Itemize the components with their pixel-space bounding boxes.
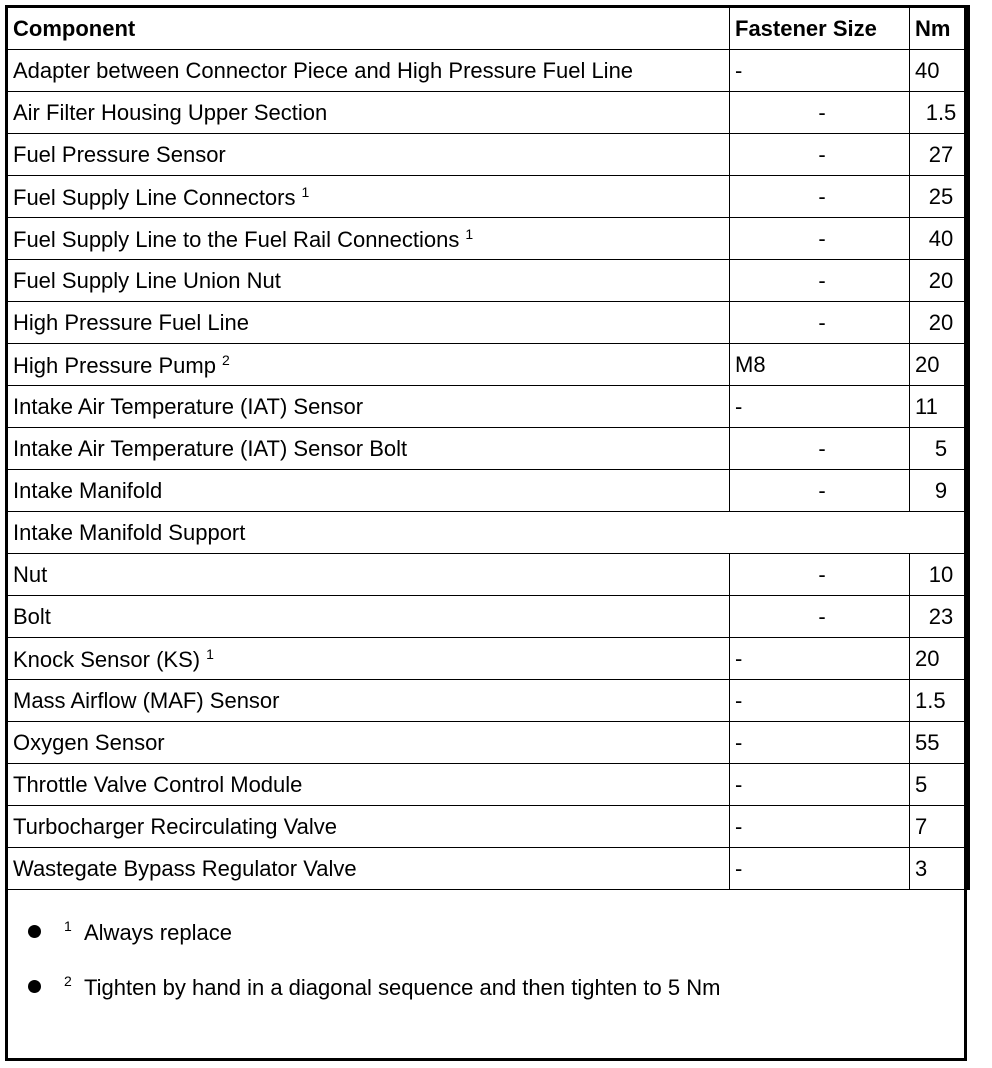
table-row bbox=[7, 596, 969, 638]
torque-nm-cell: 5 bbox=[910, 764, 969, 806]
component-cell bbox=[7, 722, 730, 764]
table-row bbox=[7, 428, 969, 470]
component-name: Nut bbox=[13, 561, 48, 587]
component-cell bbox=[7, 554, 730, 596]
component-name: Turbocharger Recirculating Valve bbox=[13, 813, 338, 839]
table-row bbox=[7, 512, 969, 554]
fastener-size-cell: - bbox=[730, 638, 910, 680]
torque-nm-cell: 55 bbox=[910, 722, 969, 764]
component-cell bbox=[7, 848, 730, 890]
table-row bbox=[7, 470, 969, 512]
footnote-text: Tighten by hand in a diagonal sequence and then tighten to 5 Nm bbox=[84, 975, 721, 1000]
fastener-size-cell: - bbox=[730, 554, 910, 596]
footnote-reference: 1 bbox=[465, 225, 474, 242]
footnote-reference: 2 bbox=[221, 351, 230, 368]
table-row bbox=[7, 806, 969, 848]
footnote-marker: 1 bbox=[64, 918, 72, 934]
footnote-reference: 1 bbox=[206, 645, 214, 662]
component-cell bbox=[7, 806, 730, 848]
component-cell bbox=[7, 428, 730, 470]
fastener-size-cell: - bbox=[730, 428, 910, 470]
component-name: High Pressure Fuel Line bbox=[13, 309, 250, 335]
component-cell bbox=[7, 260, 730, 302]
table-row bbox=[7, 848, 969, 890]
fastener-size-cell: - bbox=[730, 470, 910, 512]
table-row bbox=[7, 134, 969, 176]
table-row bbox=[7, 638, 969, 680]
component-name: Oxygen Sensor bbox=[13, 729, 165, 755]
component-name: Fuel Supply Line Connectors bbox=[13, 184, 296, 210]
fastener-size-cell: - bbox=[730, 92, 910, 134]
component-name: Intake Air Temperature (IAT) Sensor Bolt bbox=[13, 435, 408, 461]
component-cell bbox=[7, 344, 730, 386]
fastener-size-cell: - bbox=[730, 596, 910, 638]
footnote-item bbox=[28, 969, 948, 1024]
bullet-icon bbox=[28, 980, 41, 993]
table-row bbox=[7, 722, 969, 764]
component-cell bbox=[7, 470, 730, 512]
component-cell bbox=[7, 302, 730, 344]
component-name: Adapter between Connector Piece and High Pressure Fuel Line bbox=[13, 57, 634, 83]
component-name: Fuel Supply Line Union Nut bbox=[13, 267, 281, 293]
table-row bbox=[7, 386, 969, 428]
table-row bbox=[7, 680, 969, 722]
component-cell bbox=[7, 134, 730, 176]
bullet-icon bbox=[28, 925, 41, 938]
component-cell bbox=[7, 764, 730, 806]
component-name: Intake Manifold Support bbox=[13, 519, 246, 545]
fastener-size-cell: - bbox=[730, 386, 910, 428]
column-header-nm: Nm bbox=[910, 7, 969, 50]
column-header-component: Component bbox=[7, 7, 730, 50]
component-cell bbox=[7, 386, 730, 428]
component-name: Throttle Valve Control Module bbox=[13, 771, 303, 797]
torque-nm-cell: 27 bbox=[910, 134, 969, 176]
fastener-size-cell: - bbox=[730, 176, 910, 218]
component-cell bbox=[7, 638, 730, 680]
component-name: Intake Air Temperature (IAT) Sensor bbox=[13, 393, 364, 419]
torque-nm-cell: 20 bbox=[910, 260, 969, 302]
table-row bbox=[7, 764, 969, 806]
table-header-row bbox=[7, 7, 969, 50]
fastener-size-cell: - bbox=[730, 218, 910, 260]
component-name: Air Filter Housing Upper Section bbox=[13, 99, 328, 125]
fastener-size-cell: - bbox=[730, 302, 910, 344]
torque-nm-cell: 9 bbox=[910, 470, 969, 512]
torque-nm-cell: 10 bbox=[910, 554, 969, 596]
table-row bbox=[7, 260, 969, 302]
table-row bbox=[7, 176, 969, 218]
fastener-size-cell: - bbox=[730, 806, 910, 848]
footnote-marker: 2 bbox=[64, 973, 72, 989]
component-cell bbox=[7, 50, 730, 92]
fastener-size-cell: - bbox=[730, 260, 910, 302]
component-cell bbox=[7, 512, 969, 554]
footnote-reference: 1 bbox=[301, 183, 310, 200]
fastener-size-cell: - bbox=[730, 680, 910, 722]
component-name: Wastegate Bypass Regulator Valve bbox=[13, 855, 357, 881]
component-name: Knock Sensor (KS) bbox=[13, 646, 201, 672]
torque-nm-cell: 5 bbox=[910, 428, 969, 470]
component-name: Intake Manifold bbox=[13, 477, 163, 503]
footnote-text: Always replace bbox=[84, 920, 232, 945]
component-name: Fuel Supply Line to the Fuel Rail Connections bbox=[13, 226, 460, 252]
table-row bbox=[7, 92, 969, 134]
torque-nm-cell: 1.5 bbox=[910, 92, 969, 134]
torque-nm-cell: 7 bbox=[910, 806, 969, 848]
torque-nm-cell: 23 bbox=[910, 596, 969, 638]
torque-nm-cell: 40 bbox=[910, 50, 969, 92]
fastener-size-cell: - bbox=[730, 50, 910, 92]
component-name: Mass Airflow (MAF) Sensor bbox=[13, 687, 280, 713]
component-cell bbox=[7, 680, 730, 722]
torque-nm-cell: 40 bbox=[910, 218, 969, 260]
torque-nm-cell: 3 bbox=[910, 848, 969, 890]
torque-nm-cell: 20 bbox=[910, 638, 969, 680]
component-cell bbox=[7, 92, 730, 134]
table-row bbox=[7, 50, 969, 92]
component-name: Bolt bbox=[13, 603, 51, 629]
torque-nm-cell: 20 bbox=[910, 344, 969, 386]
footnotes-list bbox=[28, 914, 948, 1024]
torque-nm-cell: 1.5 bbox=[910, 680, 969, 722]
component-cell bbox=[7, 176, 730, 218]
table-row bbox=[7, 554, 969, 596]
torque-specification-table bbox=[5, 5, 970, 890]
table-row bbox=[7, 218, 969, 260]
torque-nm-cell: 25 bbox=[910, 176, 969, 218]
fastener-size-cell: - bbox=[730, 722, 910, 764]
component-name: High Pressure Pump bbox=[13, 352, 216, 378]
component-name: Fuel Pressure Sensor bbox=[13, 141, 226, 167]
footnote-item bbox=[28, 914, 948, 969]
torque-nm-cell: 20 bbox=[910, 302, 969, 344]
component-cell bbox=[7, 218, 730, 260]
component-cell bbox=[7, 596, 730, 638]
torque-nm-cell: 11 bbox=[910, 386, 969, 428]
fastener-size-cell: - bbox=[730, 764, 910, 806]
column-header-fastener-size: Fastener Size bbox=[730, 7, 910, 50]
fastener-size-cell: - bbox=[730, 848, 910, 890]
table-row bbox=[7, 302, 969, 344]
fastener-size-cell: M8 bbox=[730, 344, 910, 386]
table-body bbox=[7, 50, 969, 890]
fastener-size-cell: - bbox=[730, 134, 910, 176]
table-row bbox=[7, 344, 969, 386]
